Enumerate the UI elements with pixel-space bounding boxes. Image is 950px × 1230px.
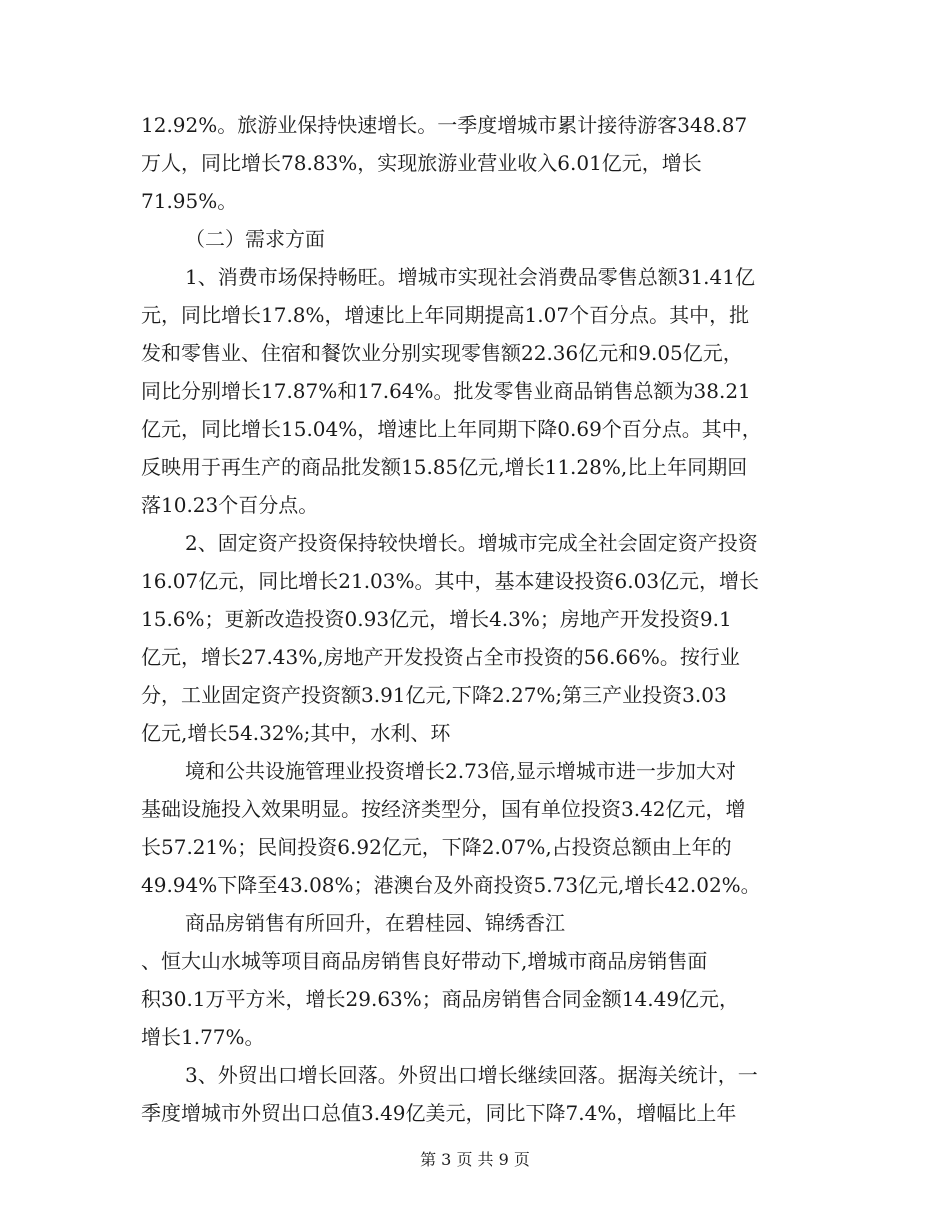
text-line-24: 积30.1万平方米，增长29.63%；商品房销售合同金额14.49亿元， — [141, 987, 740, 1011]
text-line-7: 发和零售业、住宿和餐饮业分别实现零售额22.36亿元和9.05亿元， — [141, 341, 743, 365]
text-line-20: 长57.21%；民间投资6.92亿元，下降2.07%,占投资总额由上年的 — [141, 835, 732, 859]
text-line-5: 1、消费市场保持畅旺。增城市实现社会消费品零售总额31.41亿 — [185, 265, 755, 289]
text-line-19: 基础设施投入效果明显。按经济类型分，国有单位投资3.42亿元，增 — [141, 797, 746, 821]
text-line-15: 亿元，增长27.43%,房地产开发投资占全市投资的56.66%。按行业 — [141, 645, 740, 669]
text-line-9: 亿元，同比增长15.04%，增速比上年同期下降0.69个百分点。其中， — [141, 417, 762, 441]
text-line-14: 15.6%；更新改造投资0.93亿元，增长4.3%；房地产开发投资9.1 — [141, 607, 732, 631]
text-line-26: 3、外贸出口增长回落。外贸出口增长继续回落。据海关统计，一 — [185, 1063, 758, 1087]
text-line-3: 71.95%。 — [141, 189, 238, 213]
text-line-11: 落10.23个百分点。 — [141, 493, 319, 517]
text-line-6: 元，同比增长17.8%，增速比上年同期提高1.07个百分点。其中，批 — [141, 303, 750, 327]
text-line-21: 49.94%下降至43.08%；港澳台及外商投资5.73亿元,增长42.02%。 — [141, 873, 761, 897]
text-line-2: 万人，同比增长78.83%，实现旅游业营业收入6.01亿元，增长 — [141, 151, 702, 175]
text-line-18: 境和公共设施管理业投资增长2.73倍,显示增城市进一步加大对 — [185, 759, 736, 783]
text-line-1: 12.92%。旅游业保持快速增长。一季度增城市累计接待游客348.87 — [141, 113, 748, 137]
text-line-10: 反映用于再生产的商品批发额15.85亿元,增长11.28%,比上年同期回 — [141, 455, 748, 479]
text-line-25: 增长1.77%。 — [141, 1025, 265, 1049]
text-line-23: 、恒大山水城等项目商品房销售良好带动下,增城市商品房销售面 — [141, 949, 708, 973]
page-number-footer: 第 3 页 共 9 页 — [420, 1150, 530, 1169]
text-line-12: 2、固定资产投资保持较快增长。增城市完成全社会固定资产投资 — [185, 531, 758, 555]
text-line-22: 商品房销售有所回升，在碧桂园、锦绣香江 — [185, 911, 565, 935]
text-line-27: 季度增城市外贸出口总值3.49亿美元，同比下降7.4%，增幅比上年 — [141, 1101, 737, 1125]
document-body — [141, 106, 813, 1132]
text-line-13: 16.07亿元，同比增长21.03%。其中，基本建设投资6.03亿元，增长 — [141, 569, 760, 593]
text-line-8: 同比分别增长17.87%和17.64%。批发零售业商品销售总额为38.21 — [141, 379, 751, 403]
text-line-17: 亿元,增长54.32%;其中，水利、环 — [141, 721, 451, 745]
section-heading-demand: （二）需求方面 — [185, 227, 325, 251]
text-line-16: 分，工业固定资产投资额3.91亿元,下降2.27%;第三产业投资3.03 — [141, 683, 727, 707]
